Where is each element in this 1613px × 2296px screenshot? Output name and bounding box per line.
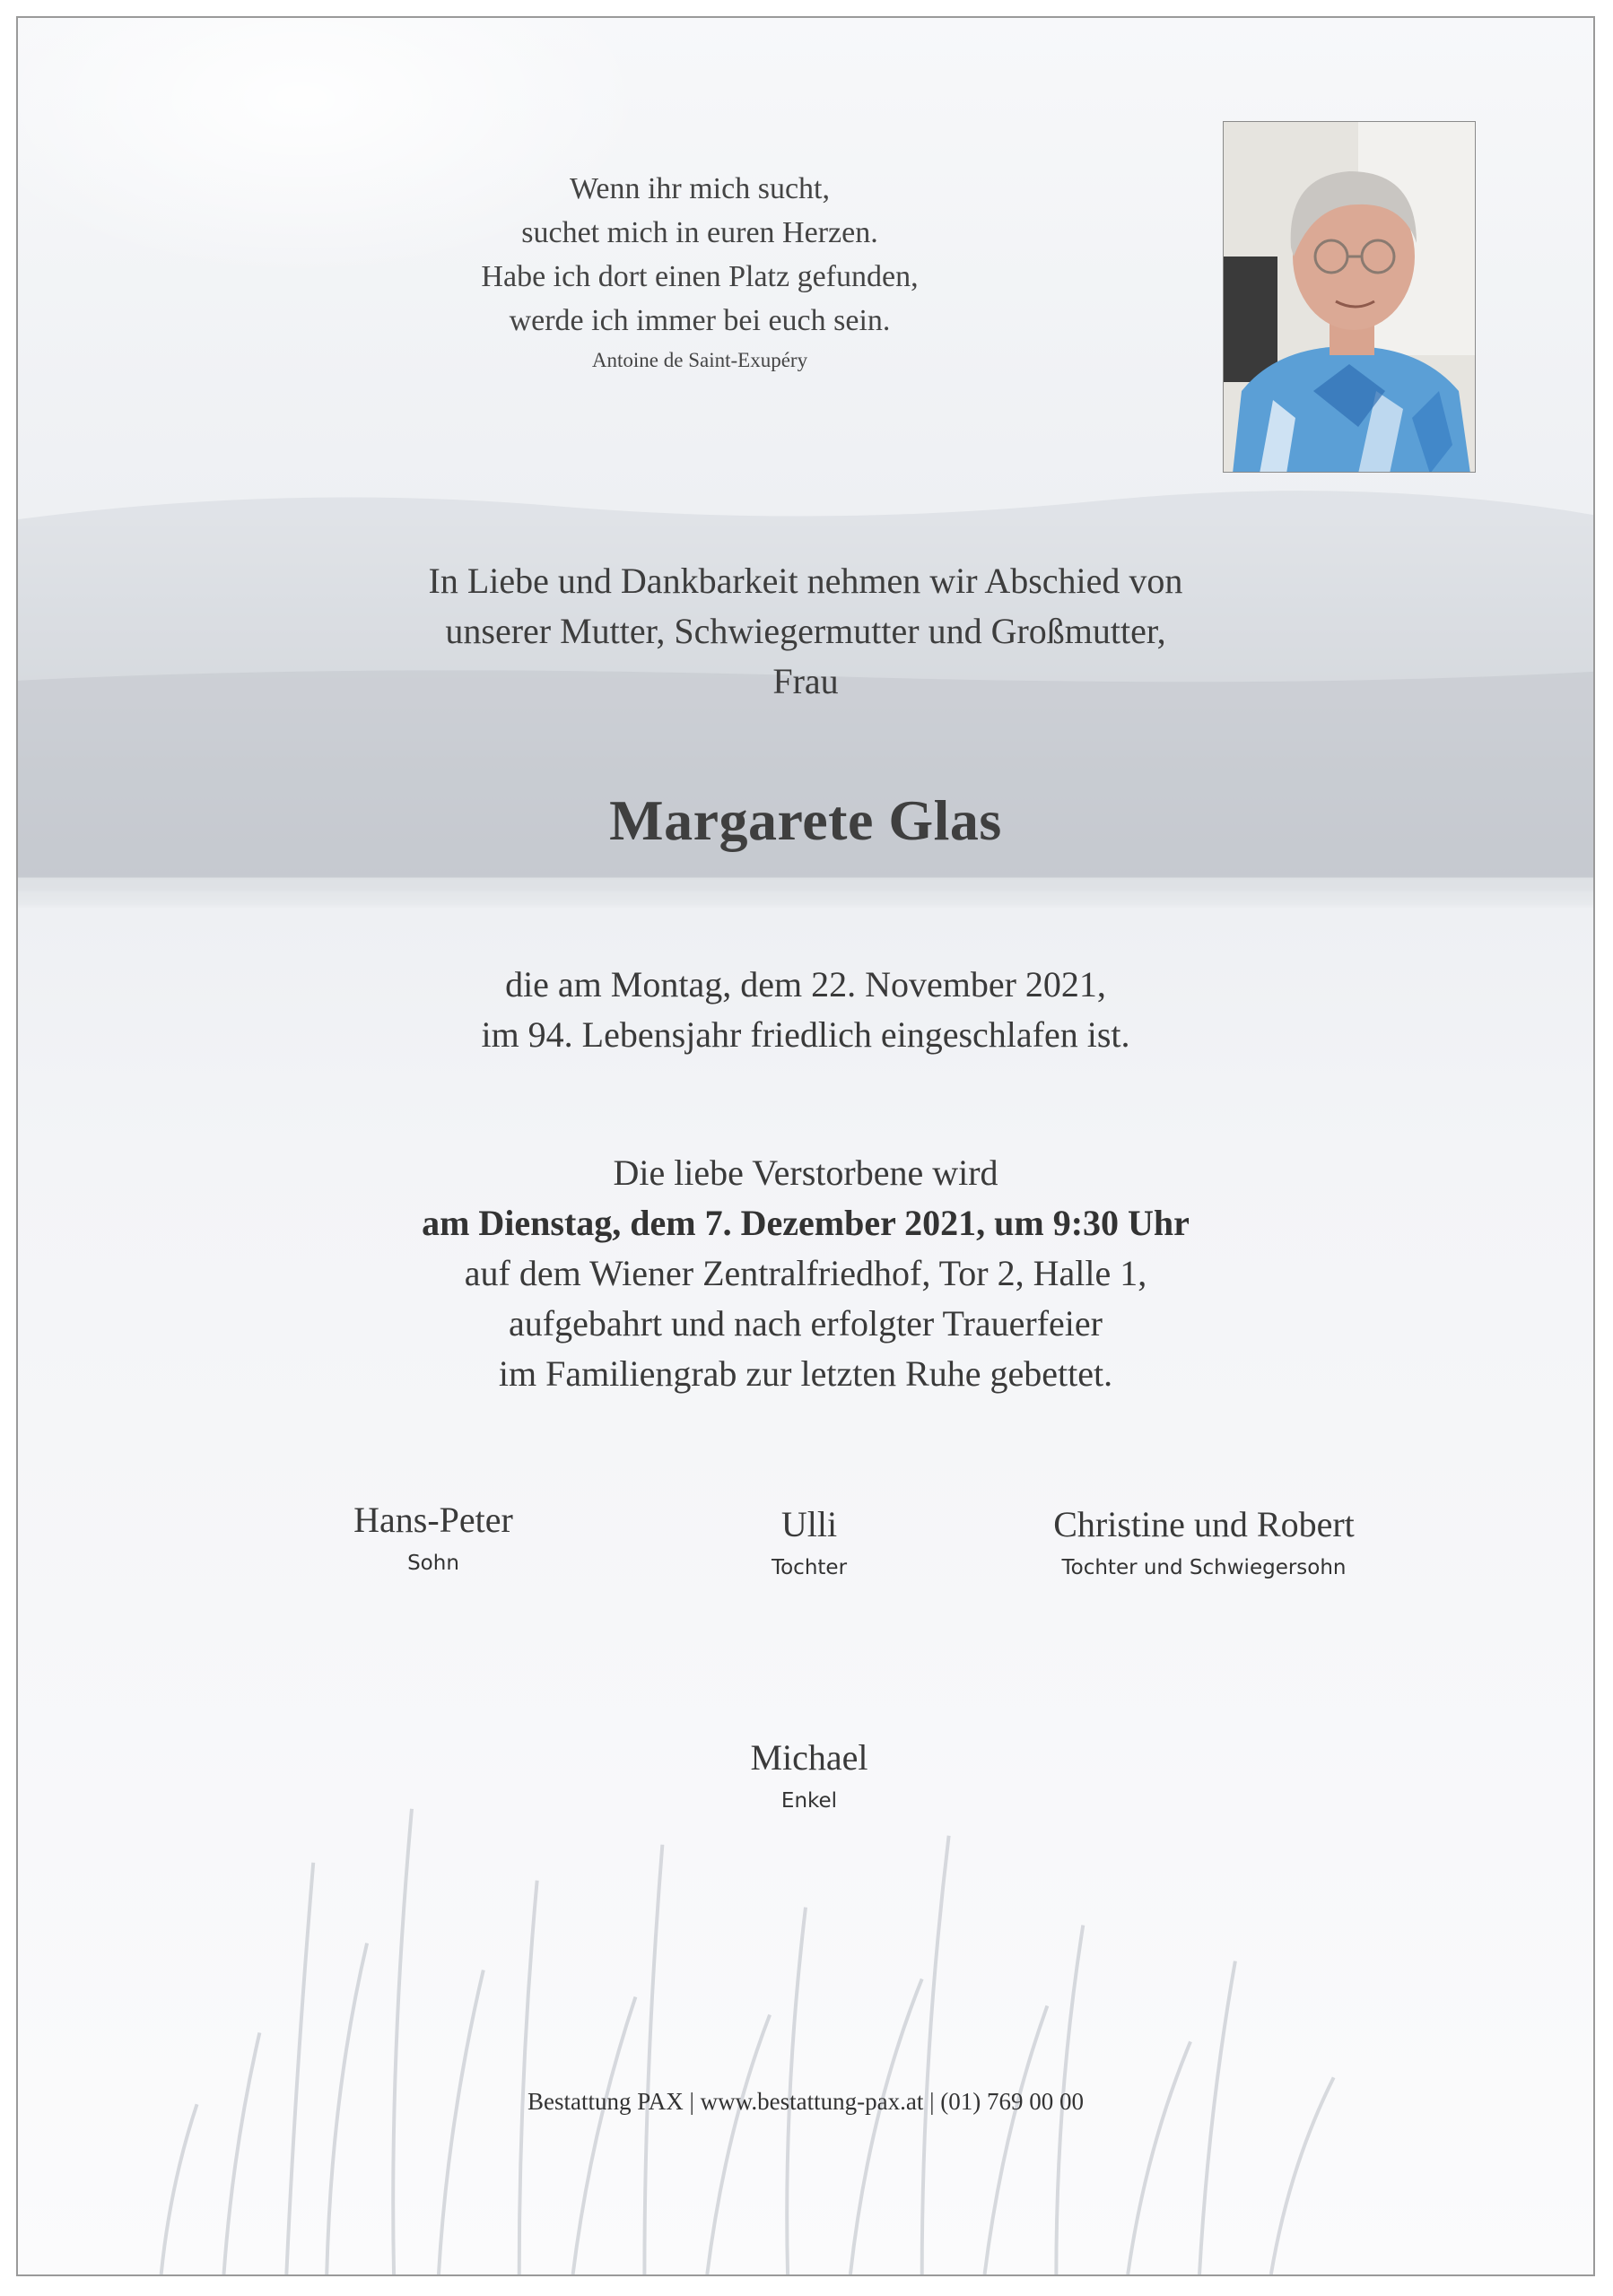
intro-line: unserer Mutter, Schwiegermutter und Großmutter, — [445, 611, 1166, 651]
deceased-name: Margarete Glas — [609, 788, 1002, 852]
funeral-line: im Familiengrab zur letzten Ruhe gebettet. — [498, 1353, 1113, 1394]
mourner-michael — [594, 1735, 1024, 1816]
quote-line: Habe ich dort einen Platz gefunden, — [481, 260, 919, 293]
intro-line: In Liebe und Dankbarkeit nehmen wir Abschied von — [428, 561, 1183, 601]
quote-author: Antoine de Saint-Exupéry — [591, 349, 808, 371]
funeral-home-footer: Bestattung PAX | www.bestattung-pax.at | (01) 769 00 00 — [527, 2088, 1084, 2115]
mourner-name: Christine und Robert — [1053, 1504, 1355, 1544]
funeral-details — [18, 1148, 1593, 1399]
mourner-name: Michael — [750, 1737, 868, 1778]
mourner-name: Ulli — [780, 1504, 838, 1544]
funeral-line: Die liebe Verstorbene wird — [613, 1152, 998, 1193]
mourner-christine-und-robert — [971, 1502, 1437, 1583]
mourner-relation: Enkel — [780, 1789, 838, 1813]
quote-line: suchet mich in euren Herzen. — [521, 216, 878, 249]
mourner-relation: Tochter — [771, 1556, 848, 1579]
funeral-date: am Dienstag, dem 7. Dezember 2021, um 9:30 Uhr — [422, 1203, 1190, 1243]
mourner-relation: Tochter und Schwiegersohn — [1061, 1556, 1347, 1579]
quote-block — [431, 167, 969, 377]
mourner-relation: Sohn — [407, 1552, 459, 1575]
funeral-line: aufgebahrt und nach erfolgter Trauerfeier — [509, 1303, 1103, 1344]
quote-line: werde ich immer bei euch sein. — [509, 304, 891, 337]
intro-text — [18, 556, 1593, 707]
intro-line: Frau — [772, 661, 839, 701]
mourner-name: Hans-Peter — [353, 1500, 513, 1540]
portrait-photo — [1223, 121, 1476, 473]
death-line: die am Montag, dem 22. November 2021, — [505, 964, 1106, 1004]
obituary-card — [16, 16, 1595, 2276]
quote-line: Wenn ihr mich sucht, — [570, 172, 830, 205]
mourner-ulli — [594, 1502, 1024, 1583]
death-line: im 94. Lebensjahr friedlich eingeschlafen ist. — [481, 1014, 1130, 1055]
mourner-hans-peter — [218, 1498, 649, 1578]
portrait-illustration — [1224, 122, 1476, 473]
death-notice — [18, 960, 1593, 1060]
funeral-line: auf dem Wiener Zentralfriedhof, Tor 2, Halle 1, — [464, 1253, 1147, 1293]
